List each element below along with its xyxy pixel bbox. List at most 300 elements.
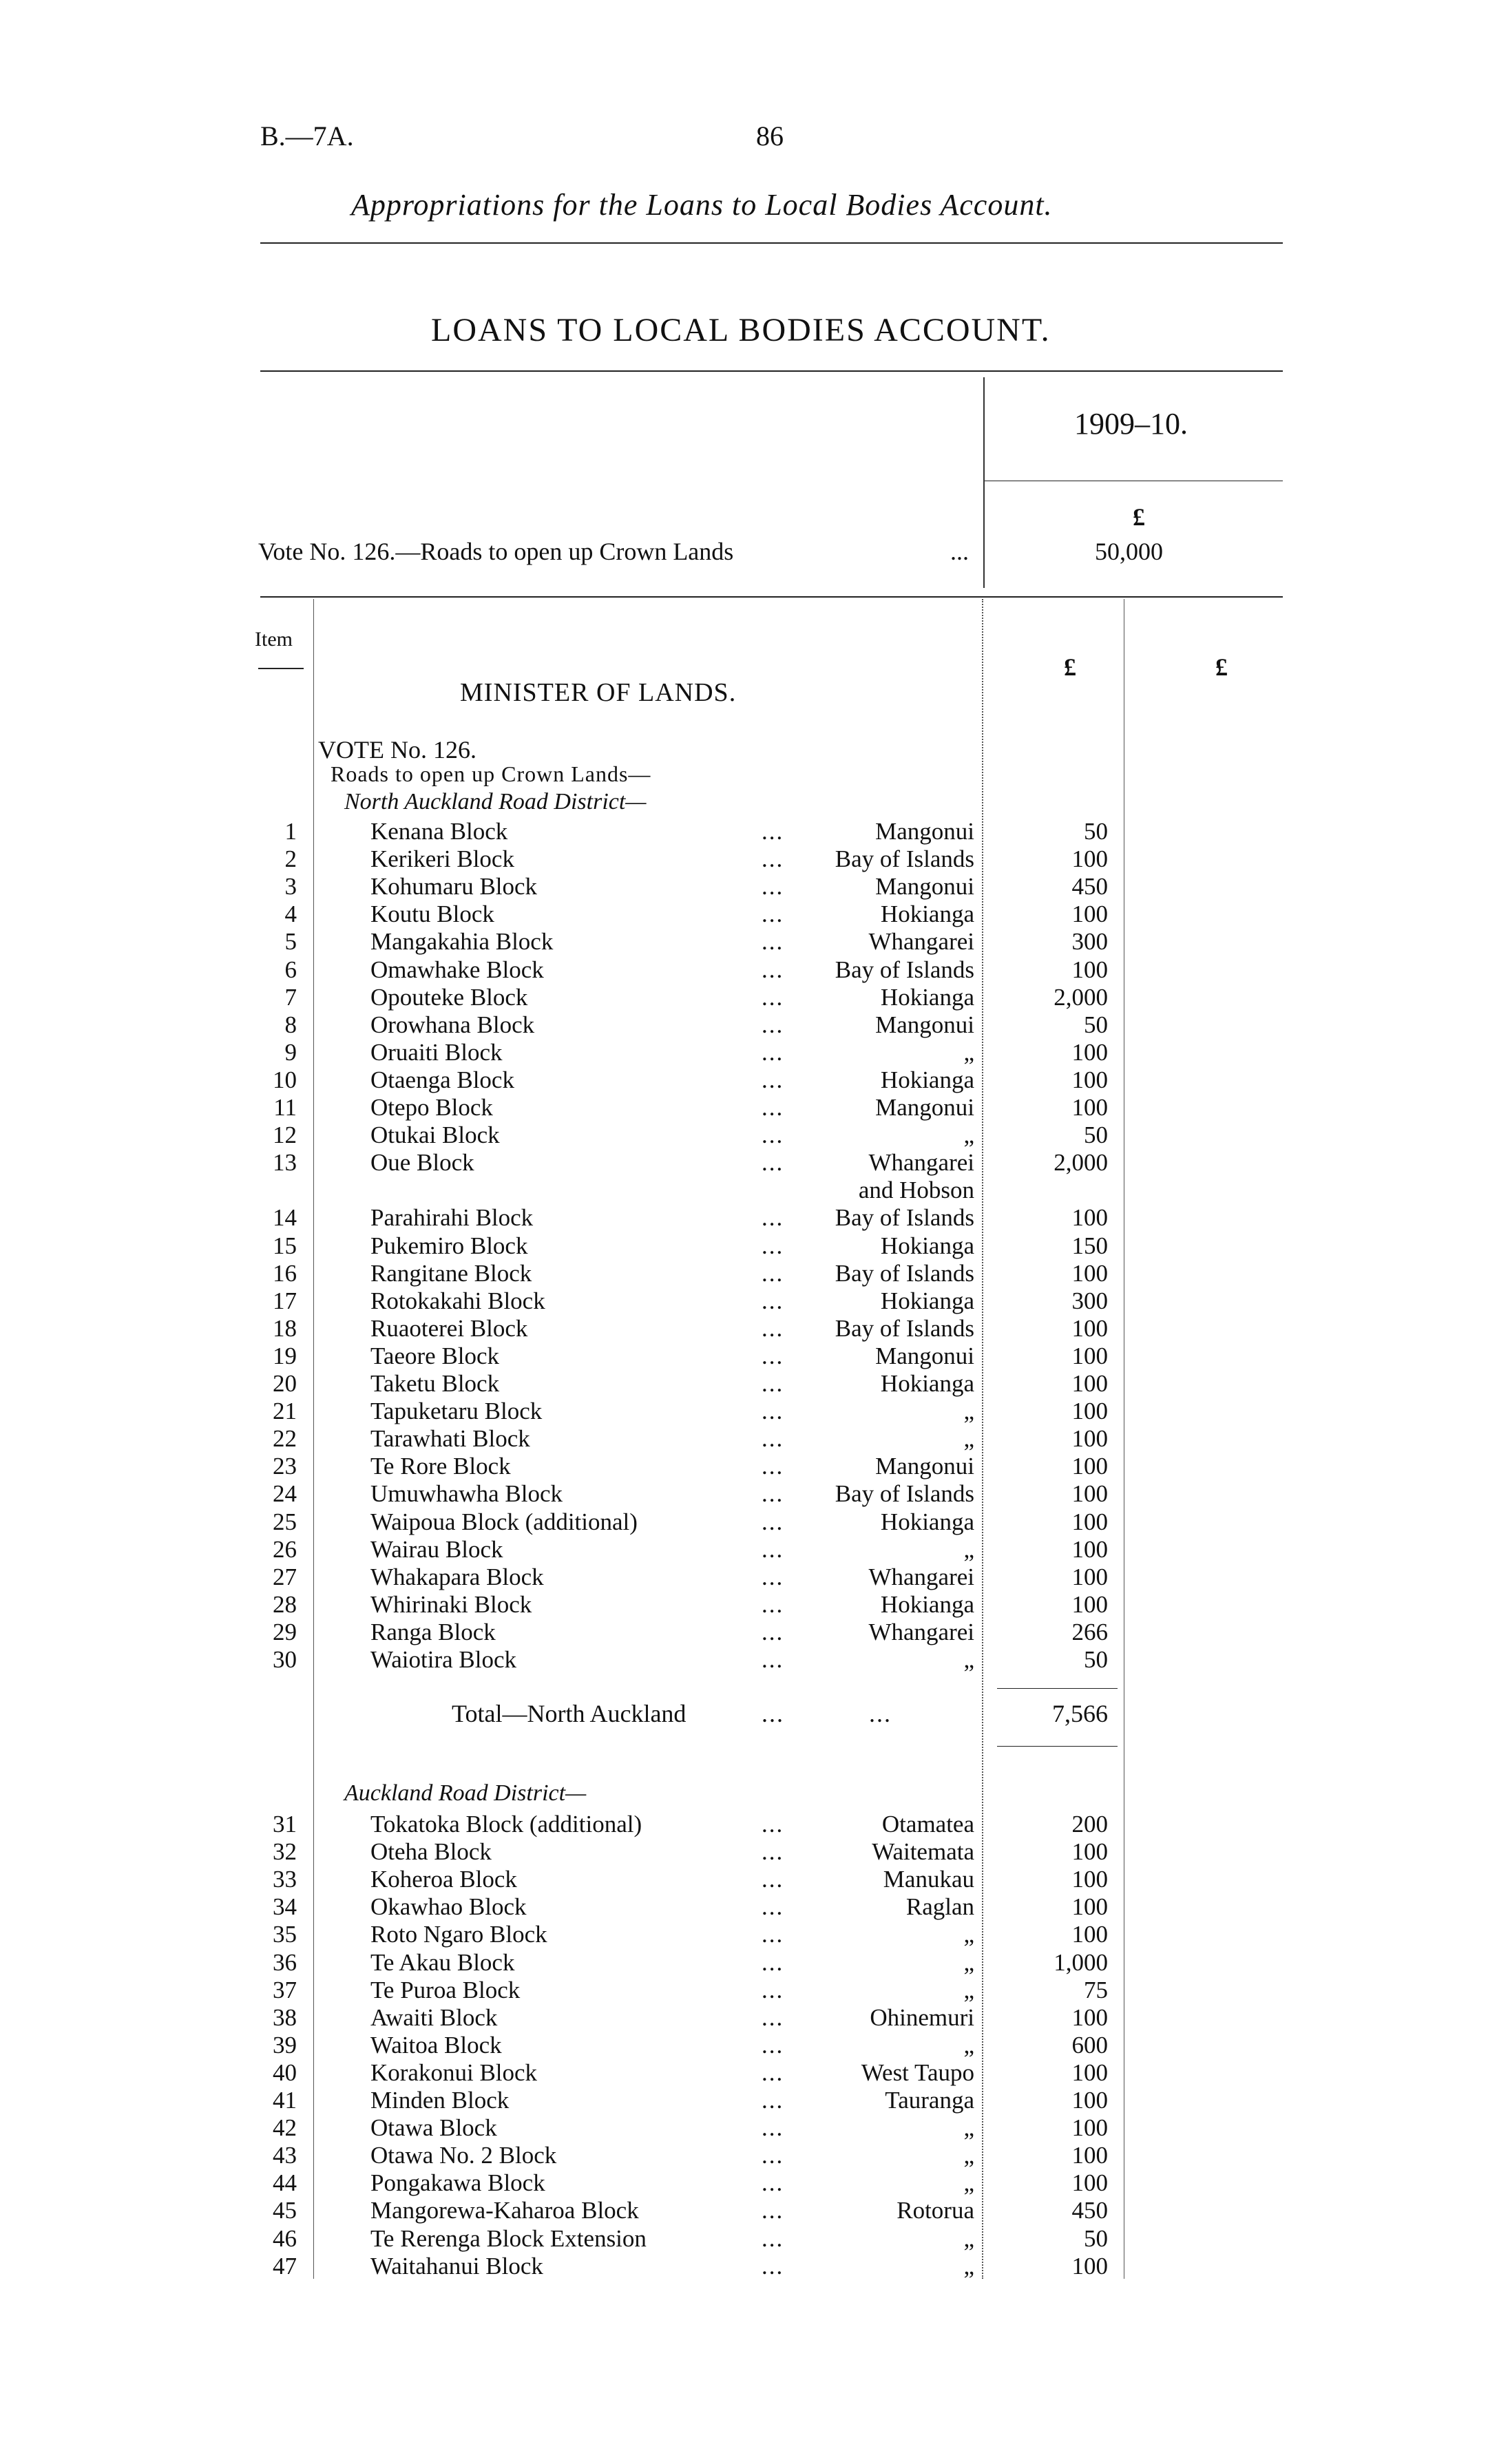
block-name: Rotokakahi Block [370,1287,545,1314]
table-row [0,1811,1488,1838]
item-number: 30 [273,1646,297,1673]
item-number: 19 [273,1342,297,1369]
item-number: 15 [273,1232,297,1259]
item-number: 42 [273,2114,297,2142]
place-name: Whangarei [868,1563,974,1590]
amount: 1,000 [1054,1948,1108,1976]
item-number: 20 [273,1370,297,1397]
item-number: 45 [273,2197,297,2224]
item-number: 25 [273,1508,297,1535]
table-row [0,2253,1488,2280]
item-number: 4 [284,901,297,928]
place-name: Ohinemuri [870,2003,974,2031]
leader-dots: ... [762,1866,784,1893]
item-number: 22 [273,1425,297,1453]
block-name: Omawhake Block [370,956,544,983]
leader-dots: ... [762,1700,784,1727]
minister-heading: MINISTER OF LANDS. [460,678,737,707]
item-number: 29 [273,1618,297,1645]
block-name: Oruaiti Block [370,1038,503,1066]
table-row [0,818,1488,845]
item-number: 35 [273,1921,297,1948]
amount: 300 [1071,1287,1108,1314]
place-name: Hokianga [880,1232,974,1259]
amount: 266 [1071,1618,1108,1645]
table-row [0,1480,1488,1508]
amount: 200 [1071,1811,1108,1838]
leader-dots: ... [762,1646,784,1673]
block-name: Waiotira Block [370,1646,516,1673]
item-number: 47 [273,2252,297,2279]
place-name: Raglan [905,1893,974,1921]
table-row [0,2169,1488,2197]
item-column-header: Item [255,628,293,651]
amount: 100 [1071,1038,1108,1066]
place-name: „ [963,2142,974,2169]
place-name: „ [963,1398,974,1425]
item-number: 6 [284,956,297,983]
item-number: 44 [273,2169,297,2197]
item-number: 38 [273,2003,297,2031]
block-name: Umuwhawha Block [370,1480,563,1508]
table-row [0,1453,1488,1480]
leader-dots: ... [762,1976,784,2003]
place-name: Whangarei [868,1618,974,1645]
amount: 100 [1071,2142,1108,2169]
block-name: Whirinaki Block [370,1590,532,1618]
amount: 2,000 [1054,1149,1108,1177]
account-title: LOANS TO LOCAL BODIES ACCOUNT. [431,312,1051,348]
block-name: Taketu Block [370,1370,500,1397]
leader-dots: ... [869,1700,892,1727]
leader-dots: ... [762,1838,784,1866]
block-name: Pongakawa Block [370,2169,545,2197]
item-number: 31 [273,1811,297,1838]
item-number: 14 [273,1204,297,1232]
amount: 100 [1071,1893,1108,1921]
table-row [0,1094,1488,1122]
block-name: Orowhana Block [370,1011,535,1038]
table-row [0,1122,1488,1149]
block-name: Otawa Block [370,2114,497,2142]
amount: 100 [1071,2087,1108,2114]
item-number: 34 [273,1893,297,1921]
place-name: Hokianga [880,1590,974,1618]
amount: 100 [1071,2114,1108,2142]
place-name: Bay of Islands [835,1314,974,1342]
block-name: Koheroa Block [370,1866,517,1893]
item-number: 10 [273,1066,297,1093]
item-number: 46 [273,2224,297,2252]
amount: 100 [1071,1094,1108,1121]
leader-dots: ... [762,1535,784,1563]
place-name: „ [963,1646,974,1673]
block-name: Parahirahi Block [370,1204,534,1232]
place-name: Hokianga [880,1508,974,1535]
leader-dots: ... [762,1425,784,1453]
table-row [0,1370,1488,1398]
amount: 100 [1071,1838,1108,1866]
title-rule [260,370,1283,372]
item-number: 36 [273,1948,297,1976]
leader-dots: ... [762,1122,784,1149]
leader-dots: ... [762,1618,784,1645]
place-name: Bay of Islands [835,1259,974,1287]
amount: 100 [1071,1535,1108,1563]
leader-dots: ... [762,1066,784,1093]
block-name: Koutu Block [370,901,494,928]
leader-dots: ... [762,818,784,845]
table-row [0,1398,1488,1425]
amount: 100 [1071,1204,1108,1232]
amount: 450 [1071,2197,1108,2224]
amount: 100 [1071,2003,1108,2031]
block-name: Te Rore Block [370,1453,511,1480]
place-name: Hokianga [880,983,974,1011]
block-name: Ranga Block [370,1618,496,1645]
leader-dots: ... [762,845,784,873]
block-name: Ruaoterei Block [370,1314,528,1342]
amount: 100 [1071,1259,1108,1287]
amount: 100 [1071,901,1108,928]
leader-dots: ... [762,1011,784,1038]
table-row [0,1949,1488,1977]
amount: 150 [1071,1232,1108,1259]
summary-divider [983,377,985,588]
leader-dots: ... [762,2142,784,2169]
leader-dots: ... [762,1921,784,1948]
block-name: Minden Block [370,2087,510,2114]
leader-dots: ... [762,983,784,1011]
place-name: Hokianga [880,901,974,928]
amount: 100 [1071,1480,1108,1508]
item-number: 21 [273,1398,297,1425]
total-rule-bottom [997,1746,1118,1747]
leader-dots: ... [762,1811,784,1838]
leader-dots: ... [762,1590,784,1618]
item-number: 43 [273,2142,297,2169]
item-number: 9 [284,1038,297,1066]
total-rule-top [997,1688,1118,1689]
amount: 100 [1071,1066,1108,1093]
amount: 50 [1084,818,1108,845]
table-row [0,2114,1488,2142]
leader-dots: ... [762,2224,784,2252]
place-name: West Taupo [861,2058,974,2086]
leader-dots: ... [762,2058,784,2086]
item-number: 12 [273,1122,297,1149]
place-name: Manukau [883,1866,974,1893]
item-number: 40 [273,2058,297,2086]
amount: 100 [1071,1866,1108,1893]
place-name: „ [963,2252,974,2279]
leader-dots: ... [762,1149,784,1177]
table-row [0,1563,1488,1591]
leader-dots: ... [762,1480,784,1508]
amount: 50 [1084,1122,1108,1149]
page-number: 86 [756,120,784,151]
amount: 75 [1084,1976,1108,2003]
item-number: 26 [273,1535,297,1563]
leader-dots: ... [762,1948,784,1976]
leader-dots: ... [762,956,784,983]
table-row [0,2032,1488,2059]
page-title: Appropriations for the Loans to Local Bodies Account. [351,188,1053,222]
leader-dots: ... [762,2197,784,2224]
table-row [0,1425,1488,1453]
header-rule [260,242,1283,244]
table-row [0,1287,1488,1315]
item-number: 27 [273,1563,297,1590]
amount: 100 [1071,1590,1108,1618]
item-number: 8 [284,1011,297,1038]
amount: 100 [1071,1370,1108,1397]
table-row [0,1921,1488,1948]
currency-column-1: £ [1064,653,1076,681]
item-number: 2 [284,845,297,873]
leader-dots: ... [762,1563,784,1590]
item-number: 37 [273,1976,297,2003]
amount: 2,000 [1054,983,1108,1011]
block-name: Taeore Block [370,1342,500,1369]
leader-dots: ... [762,2087,784,2114]
table-row [0,1232,1488,1260]
block-name: Korakonui Block [370,2058,538,2086]
leader-dots: ... [762,928,784,956]
vote-number: VOTE No. 126. [318,736,476,764]
table-row [0,1066,1488,1094]
vote-subtitle: Roads to open up Crown Lands— [331,761,651,786]
item-number: 3 [284,873,297,901]
block-name: Kenana Block [370,818,508,845]
amount: 300 [1071,928,1108,956]
table-row [0,845,1488,873]
place-name: Hokianga [880,1287,974,1314]
place-name: „ [963,1921,974,1948]
leader-dots: ... [762,1232,784,1259]
place-name: Bay of Islands [835,956,974,983]
table-row [0,1619,1488,1646]
table-row [0,1342,1488,1370]
amount: 100 [1071,2252,1108,2279]
block-name: Roto Ngaro Block [370,1921,547,1948]
table-row [0,1011,1488,1039]
place-name: Hokianga [880,1066,974,1093]
block-name: Mangakahia Block [370,928,554,956]
place-name: Otamatea [881,1811,974,1838]
item-number: 32 [273,1838,297,1866]
item-number: 41 [273,2087,297,2114]
table-row [0,1838,1488,1866]
place-name: „ [963,1038,974,1066]
table-row [0,1204,1488,1232]
place-name: „ [963,1122,974,1149]
leader-dots: ... [762,873,784,901]
block-name: Waitoa Block [370,2031,502,2058]
place-name: Mangonui [875,1094,974,1121]
table-row [0,2059,1488,2087]
item-number: 39 [273,2031,297,2058]
place-name: „ [963,2114,974,2142]
block-name: Whakapara Block [370,1563,544,1590]
table-row [0,1866,1488,1893]
item-number: 16 [273,1259,297,1287]
block-name: Pukemiro Block [370,1232,528,1259]
block-name: Waitahanui Block [370,2252,543,2279]
block-name: Tokatoka Block (additional) [370,1811,642,1838]
place-name-continued: and Hobson [858,1177,974,1204]
block-name: Tapuketaru Block [370,1398,543,1425]
amount: 100 [1071,2058,1108,2086]
amount: 100 [1071,1398,1108,1425]
table-row [0,1893,1488,1921]
place-name: „ [963,1425,974,1453]
block-name: Te Puroa Block [370,1976,521,2003]
leader-dots: ... [762,2252,784,2279]
leader-dots: ... [762,1204,784,1232]
amount: 100 [1071,1921,1108,1948]
leader-dots: ... [762,2169,784,2197]
table-row [0,901,1488,928]
amount: 50 [1084,2224,1108,2252]
table-row [0,2225,1488,2253]
vote-summary-amount: 50,000 [1095,538,1163,565]
block-name: Otukai Block [370,1122,500,1149]
place-name: Rotorua [897,2197,974,2224]
currency-symbol: £ [1133,503,1145,531]
leader-dots: ... [762,1893,784,1921]
place-name: Bay of Islands [835,845,974,873]
block-name: Otawa No. 2 Block [370,2142,557,2169]
district-heading: Auckland Road District— [344,1780,587,1806]
place-name: Mangonui [875,873,974,901]
place-name: „ [963,1948,974,1976]
amount: 100 [1071,956,1108,983]
block-name: Kerikeri Block [370,845,514,873]
place-name: „ [963,2031,974,2058]
place-name: Hokianga [880,1370,974,1397]
place-name: Mangonui [875,1011,974,1038]
table-row [0,1591,1488,1619]
place-name: Mangonui [875,1342,974,1369]
leader-dots: ... [950,538,969,565]
amount: 100 [1071,1314,1108,1342]
leader-dots: ... [762,1453,784,1480]
block-name: Otaenga Block [370,1066,514,1093]
block-name: Oue Block [370,1149,474,1177]
block-name: Rangitane Block [370,1259,532,1287]
place-name: Waitemata [872,1838,974,1866]
table-row [0,956,1488,984]
leader-dots: ... [762,2031,784,2058]
table-row [0,1646,1488,1674]
amount: 100 [1071,2169,1108,2197]
amount: 50 [1084,1646,1108,1673]
place-name: Whangarei [868,928,974,956]
summary-rule [260,596,1283,598]
item-number: 24 [273,1480,297,1508]
amount: 100 [1071,1563,1108,1590]
leader-dots: ... [762,1287,784,1314]
place-name: Bay of Islands [835,1480,974,1508]
block-name: Kohumaru Block [370,873,538,901]
block-name: Te Rerenga Block Extension [370,2224,647,2252]
leader-dots: ... [762,2114,784,2142]
table-row [0,2087,1488,2114]
item-number: 18 [273,1314,297,1342]
leader-dots: ... [762,901,784,928]
amount: 600 [1071,2031,1108,2058]
leader-dots: ... [762,1370,784,1397]
table-row [0,2142,1488,2169]
place-name: „ [963,2224,974,2252]
amount: 450 [1071,873,1108,901]
table-row [0,928,1488,956]
table-row [0,1508,1488,1536]
block-name: Otepo Block [370,1094,493,1121]
item-header-rule [258,668,304,669]
document-code: B.—7A. [260,120,354,151]
block-name: Okawhao Block [370,1893,527,1921]
block-name: Te Akau Block [370,1948,515,1976]
table-row [0,1149,1488,1177]
table-row [0,2004,1488,2032]
amount: 50 [1084,1011,1108,1038]
table-row [0,1536,1488,1563]
block-name: Oteha Block [370,1838,492,1866]
block-name: Tarawhati Block [370,1425,530,1453]
district-heading: North Auckland Road District— [344,789,647,814]
amount: 100 [1071,1342,1108,1369]
item-number: 13 [273,1149,297,1177]
leader-dots: ... [762,1094,784,1121]
table-row [0,1315,1488,1342]
table-row [0,2197,1488,2224]
leader-dots: ... [762,1508,784,1535]
item-number: 7 [284,983,297,1011]
leader-dots: ... [762,1342,784,1369]
item-number: 1 [284,818,297,845]
amount: 100 [1071,1453,1108,1480]
amount: 100 [1071,1508,1108,1535]
total-label: Total—North Auckland [452,1700,687,1727]
leader-dots: ... [762,1314,784,1342]
table-row [0,1260,1488,1287]
table-row [0,1977,1488,2004]
year-heading: 1909–10. [1074,407,1188,441]
block-name: Opouteke Block [370,983,528,1011]
table-row [0,1039,1488,1066]
place-name: „ [963,1535,974,1563]
total-amount: 7,566 [1052,1700,1108,1727]
place-name: „ [963,2169,974,2197]
leader-dots: ... [762,1259,784,1287]
place-name: Whangarei [868,1149,974,1177]
item-number: 5 [284,928,297,956]
leader-dots: ... [762,2003,784,2031]
item-number: 28 [273,1590,297,1618]
table-row [0,873,1488,901]
item-number: 23 [273,1453,297,1480]
place-name: Tauranga [885,2087,974,2114]
block-name: Waipoua Block (additional) [370,1508,638,1535]
amount: 100 [1071,1425,1108,1453]
leader-dots: ... [762,1038,784,1066]
currency-column-2: £ [1215,653,1228,681]
item-number: 11 [273,1094,297,1121]
amount: 100 [1071,845,1108,873]
place-name: Mangonui [875,818,974,845]
